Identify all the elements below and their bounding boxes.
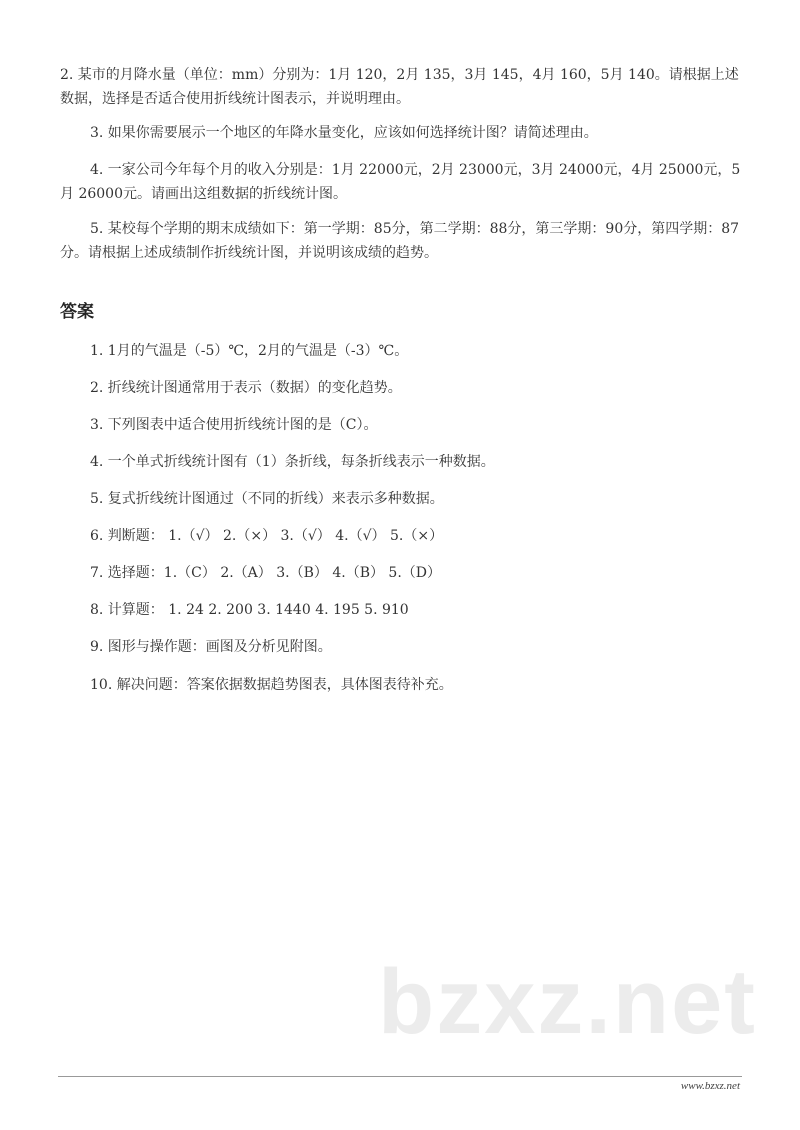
answer-item: 6. 判断题： 1.（√） 2.（×） 3.（√） 4.（√） 5.（×）: [90, 528, 444, 544]
answer-item: 8. 计算题： 1. 24 2. 200 3. 1440 4. 195 5. 910: [90, 602, 409, 618]
answer-item: 1. 1月的气温是（-5）℃，2月的气温是（-3）℃。: [90, 343, 409, 359]
answer-item: 7. 选择题：1.（C） 2.（A） 3.（B） 4.（B） 5.（D）: [90, 565, 442, 581]
watermark: bzxz.net: [378, 951, 757, 1053]
question-5: 5. 某校每个学期的期末成绩如下：第一学期：85分，第二学期：88分，第三学期：90分，第四学期：87分。请根据上述成绩制作折线统计图，并说明该成绩的趋势。: [60, 221, 740, 261]
question-4: 4. 一家公司今年每个月的收入分别是：1月 22000元，2月 23000元，3月 24000元，4月 25000元，5月 26000元。请画出这组数据的折线统计图。: [60, 162, 741, 202]
footer-divider: [58, 1076, 742, 1077]
answer-item: 10. 解决问题：答案依据数据趋势图表，具体图表待补充。: [90, 677, 453, 693]
answer-item: 3. 下列图表中适合使用折线统计图的是（C）。: [90, 417, 378, 433]
answer-item: 9. 图形与操作题：画图及分析见附图。: [90, 639, 332, 655]
footer-url: www.bzxz.net: [680, 1080, 740, 1092]
answer-item: 2. 折线统计图通常用于表示（数据）的变化趋势。: [90, 380, 402, 396]
question-2: 2. 某市的月降水量（单位：mm）分别为：1月 120，2月 135，3月 145，4月 160，5月 140。请根据上述数据，选择是否适合使用折线统计图表示，并说明理由。: [60, 67, 739, 107]
answer-item: 4. 一个单式折线统计图有（1）条折线，每条折线表示一种数据。: [90, 454, 495, 470]
answers-heading: 答案: [60, 302, 94, 322]
question-3: 3. 如果你需要展示一个地区的年降水量变化，应该如何选择统计图？请简述理由。: [90, 125, 598, 141]
answer-item: 5. 复式折线统计图通过（不同的折线）来表示多种数据。: [90, 491, 444, 507]
